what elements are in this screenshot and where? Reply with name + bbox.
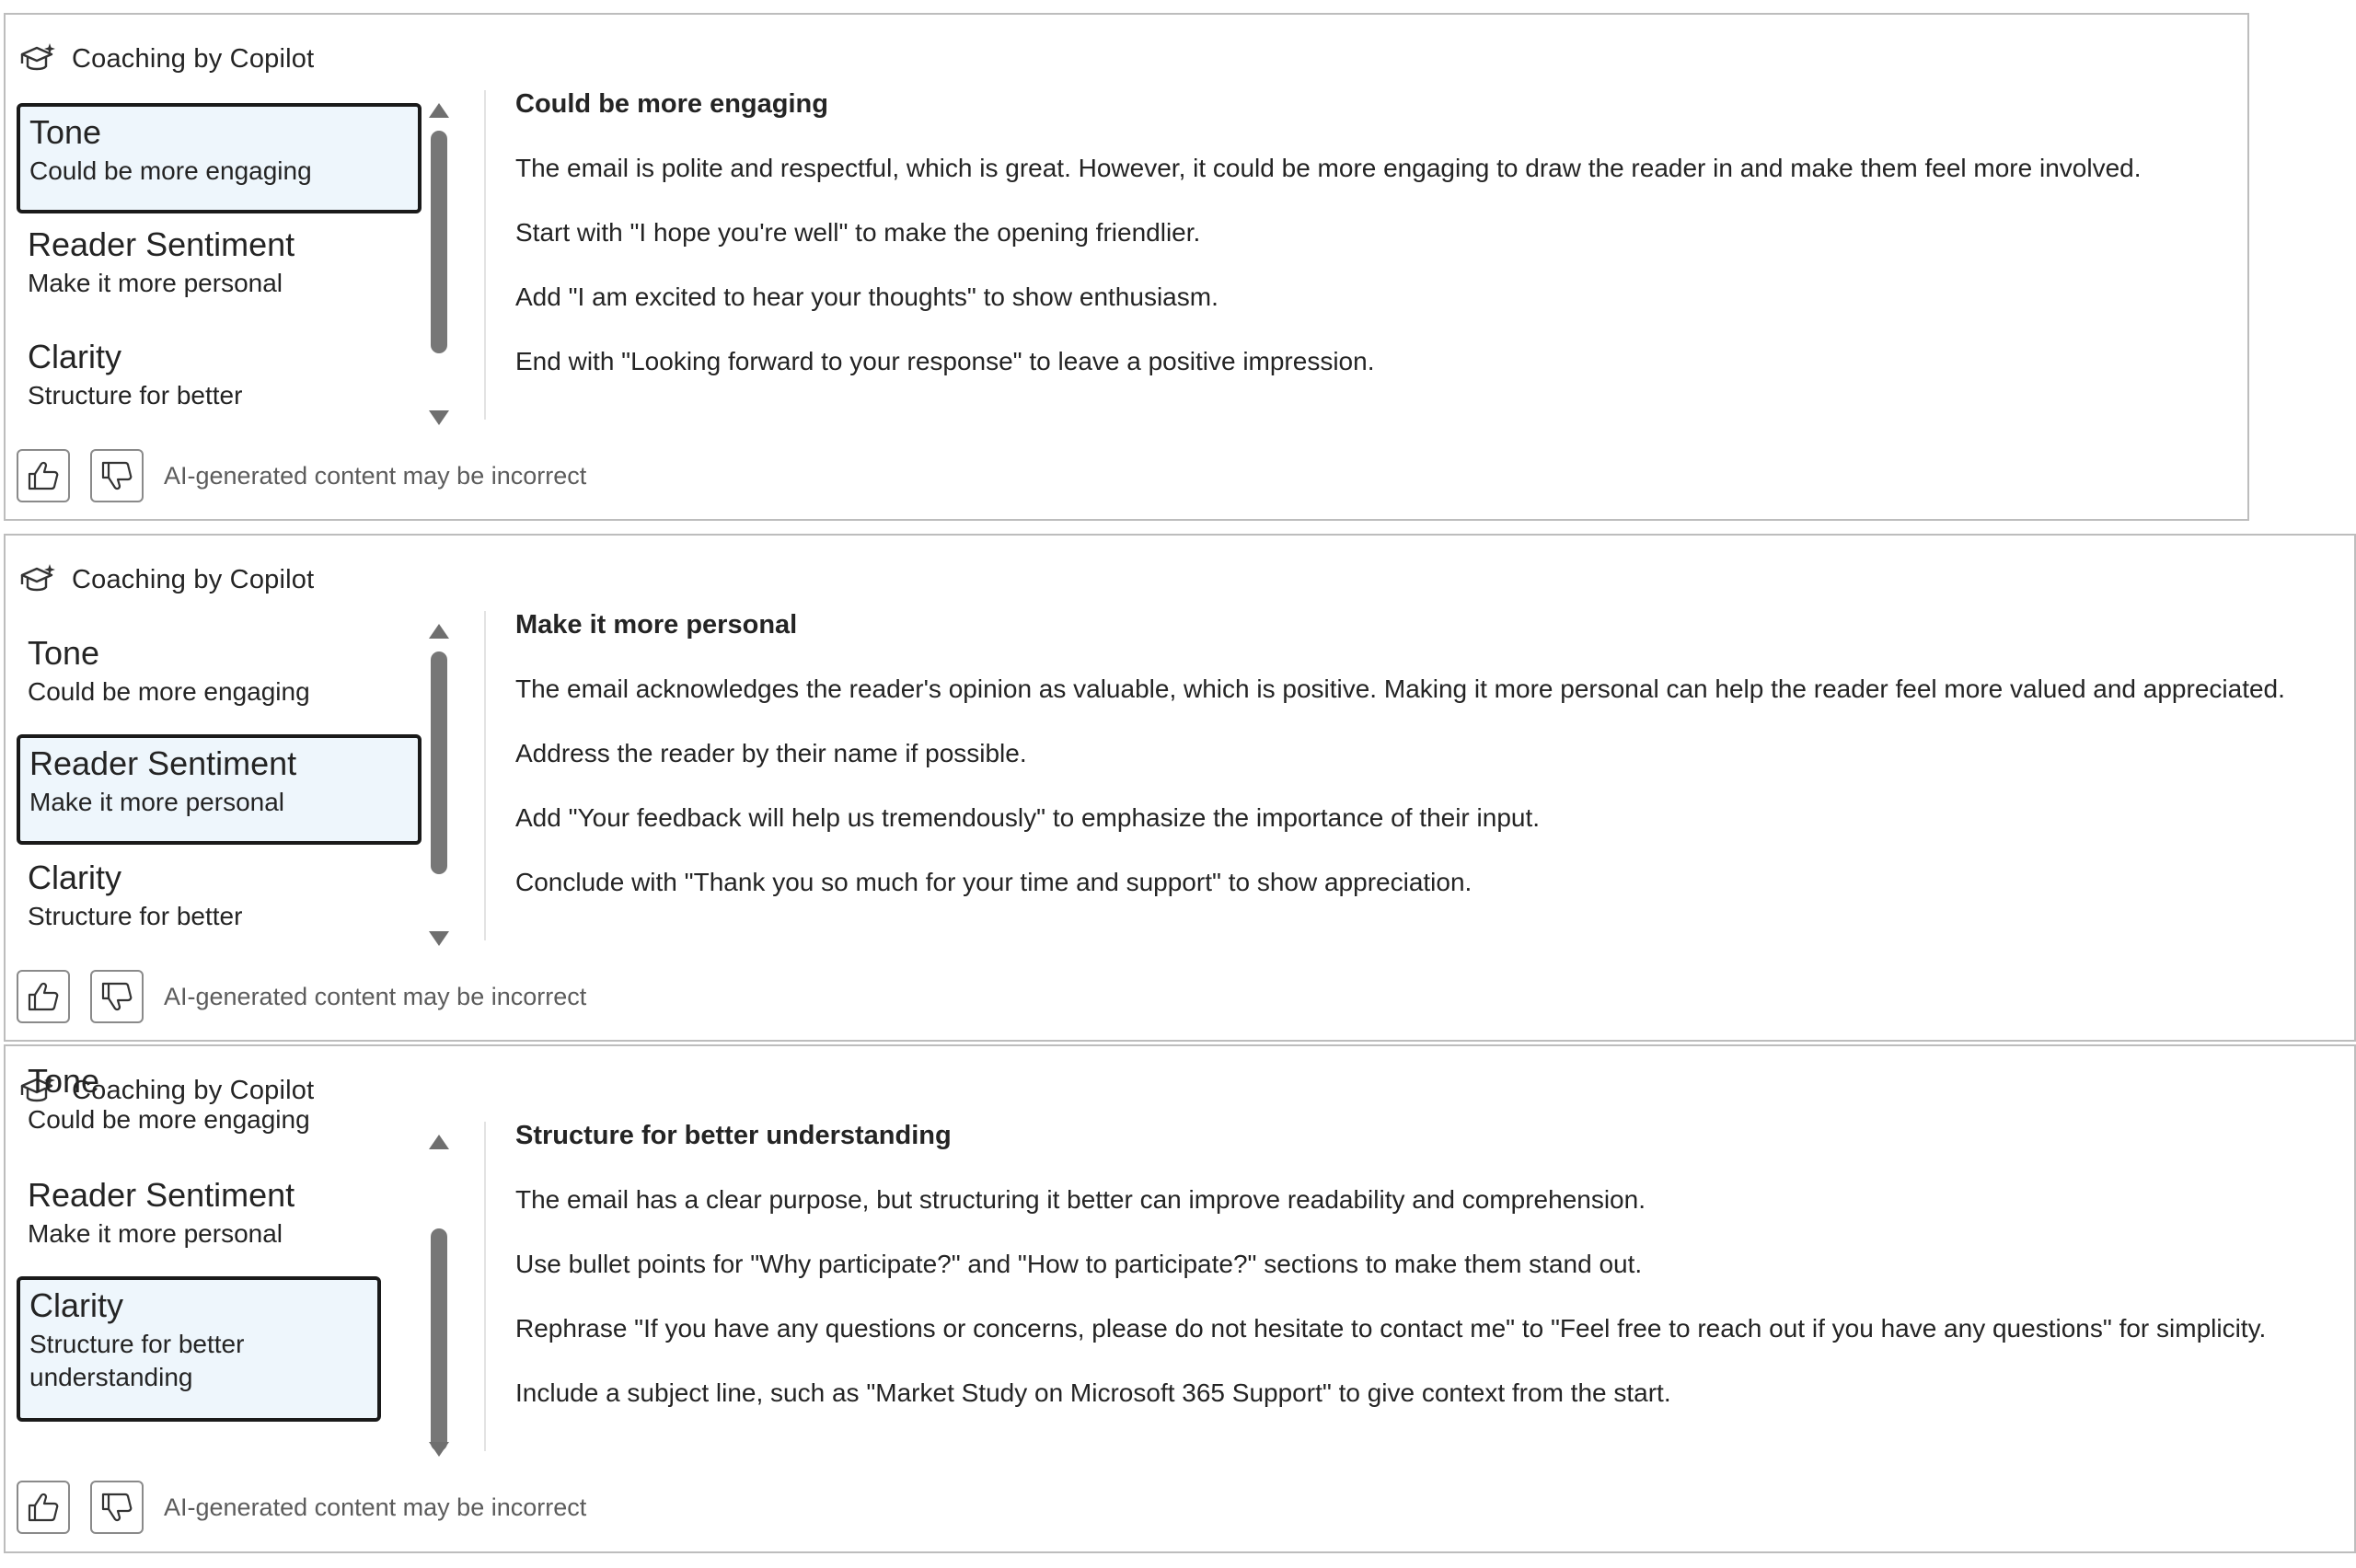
panel-header: [18, 561, 314, 598]
detail-paragraph: The email acknowledges the reader's opinion as valuable, which is positive. Making it more personal can help the reader feel more valued and appreciated.: [515, 674, 2285, 703]
feedback-bar: [17, 447, 586, 504]
ai-disclaimer: AI-generated content may be incorrect: [164, 1493, 587, 1521]
thumbs-down-button[interactable]: [90, 970, 144, 1023]
coaching-panel-clarity: [4, 1044, 2356, 1553]
category-summary: Could be more engaging: [29, 156, 312, 185]
panel-title: Coaching by Copilot: [72, 1075, 315, 1105]
category-item-tone[interactable]: [17, 1052, 422, 1162]
detail-paragraph: Include a subject line, such as "Market Study on Microsoft 365 Support" to give context from the start.: [515, 1378, 1671, 1407]
category-item-clarity[interactable]: [17, 1276, 381, 1422]
copilot-coaching-icon: [18, 40, 59, 77]
coaching-category-list[interactable]: [17, 609, 422, 948]
scrollbar-thumb[interactable]: [431, 1228, 447, 1451]
arrow-down-icon[interactable]: [429, 410, 449, 425]
category-item-reader-sentiment[interactable]: [17, 215, 422, 326]
category-item-tone[interactable]: [17, 103, 422, 213]
thumbs-down-icon: [100, 1492, 133, 1523]
thumbs-down-button[interactable]: [90, 449, 144, 502]
ai-disclaimer: AI-generated content may be incorrect: [164, 461, 587, 490]
category-summary: Could be more engaging: [28, 1105, 310, 1134]
coaching-detail: [515, 607, 2345, 900]
detail-paragraph: Conclude with "Thank you so much for your time and support" to show appreciation.: [515, 868, 1472, 896]
coaching-category-list[interactable]: [17, 88, 422, 427]
arrow-up-icon[interactable]: [429, 103, 449, 118]
detail-paragraph: End with "Looking forward to your response" to leave a positive impression.: [515, 347, 1375, 375]
detail-paragraph: Add "I am excited to hear your thoughts" to show enthusiasm.: [515, 282, 1218, 311]
feedback-bar: [17, 968, 586, 1025]
category-item-reader-sentiment[interactable]: [17, 734, 422, 845]
detail-heading: Structure for better understanding: [515, 1121, 952, 1150]
category-list-scrollbar[interactable]: [427, 618, 453, 951]
detail-paragraph: Add "Your feedback will help us tremendously" to emphasize the importance of their input.: [515, 803, 1541, 832]
thumbs-up-icon: [27, 460, 60, 491]
scrollbar-thumb[interactable]: [431, 651, 447, 874]
panel-title: Coaching by Copilot: [72, 43, 315, 74]
arrow-down-icon[interactable]: [429, 931, 449, 946]
thumbs-up-button[interactable]: [17, 449, 70, 502]
thumbs-up-icon: [27, 1492, 60, 1523]
category-name: Clarity: [28, 338, 122, 375]
category-list-scrollbar[interactable]: [427, 1129, 453, 1462]
panel-header: [18, 40, 314, 77]
detail-paragraph: The email is polite and respectful, which is great. However, it could be more engaging to draw the reader in and make them feel more involved.: [515, 154, 2142, 182]
arrow-up-icon[interactable]: [429, 624, 449, 639]
category-summary: Structure for better understanding: [29, 1330, 245, 1391]
thumbs-down-icon: [100, 981, 133, 1012]
arrow-down-icon[interactable]: [429, 1442, 449, 1457]
coaching-detail: [515, 86, 2238, 379]
coaching-panel-tone: [4, 13, 2249, 521]
category-summary: Structure for better: [28, 902, 243, 930]
panel-title: Coaching by Copilot: [72, 564, 315, 594]
category-name: Tone: [28, 1062, 100, 1100]
detail-paragraph: Start with "I hope you're well" to make the opening friendlier.: [515, 218, 1201, 247]
detail-paragraph: The email has a clear purpose, but structuring it better can improve readability and comprehension.: [515, 1185, 1646, 1214]
thumbs-up-icon: [27, 981, 60, 1012]
category-name: Tone: [29, 113, 102, 151]
category-summary: Could be more engaging: [28, 677, 310, 706]
coaching-detail: [515, 1118, 2345, 1411]
category-item-clarity[interactable]: [17, 848, 422, 959]
category-name: Reader Sentiment: [28, 225, 295, 263]
thumbs-down-icon: [100, 460, 133, 491]
category-item-reader-sentiment[interactable]: [17, 1166, 422, 1276]
arrow-up-icon[interactable]: [429, 1135, 449, 1149]
category-name: Reader Sentiment: [28, 1176, 295, 1214]
detail-heading: Could be more engaging: [515, 89, 828, 119]
category-summary: Make it more personal: [29, 788, 285, 816]
category-list-scrollbar[interactable]: [427, 98, 453, 431]
ai-disclaimer: AI-generated content may be incorrect: [164, 982, 587, 1010]
category-item-tone[interactable]: [17, 624, 422, 734]
category-name: Reader Sentiment: [29, 744, 297, 782]
detail-paragraph: Use bullet points for "Why participate?" and "How to participate?" sections to make them stand out.: [515, 1250, 1643, 1278]
panel-divider: [484, 1122, 486, 1451]
detail-paragraph: Address the reader by their name if possible.: [515, 739, 1027, 767]
detail-paragraph: Rephrase "If you have any questions or concerns, please do not hesitate to contact me" to "Feel free to reach out if you have any questions" for simplicity.: [515, 1314, 2267, 1343]
category-name: Tone: [28, 634, 100, 672]
copilot-coaching-icon: [18, 561, 59, 598]
thumbs-up-button[interactable]: [17, 970, 70, 1023]
panel-divider: [484, 90, 486, 420]
scrollbar-thumb[interactable]: [431, 131, 447, 353]
thumbs-down-button[interactable]: [90, 1481, 144, 1534]
category-summary: Make it more personal: [28, 1219, 283, 1248]
detail-heading: Make it more personal: [515, 610, 798, 640]
category-name: Clarity: [28, 859, 122, 896]
panel-divider: [484, 611, 486, 940]
category-name: Clarity: [29, 1286, 124, 1324]
feedback-bar: [17, 1479, 586, 1536]
category-summary: Structure for better: [28, 381, 243, 409]
thumbs-up-button[interactable]: [17, 1481, 70, 1534]
category-summary: Make it more personal: [28, 269, 283, 297]
coaching-panel-reader-sentiment: [4, 534, 2356, 1042]
category-item-clarity[interactable]: [17, 328, 422, 438]
